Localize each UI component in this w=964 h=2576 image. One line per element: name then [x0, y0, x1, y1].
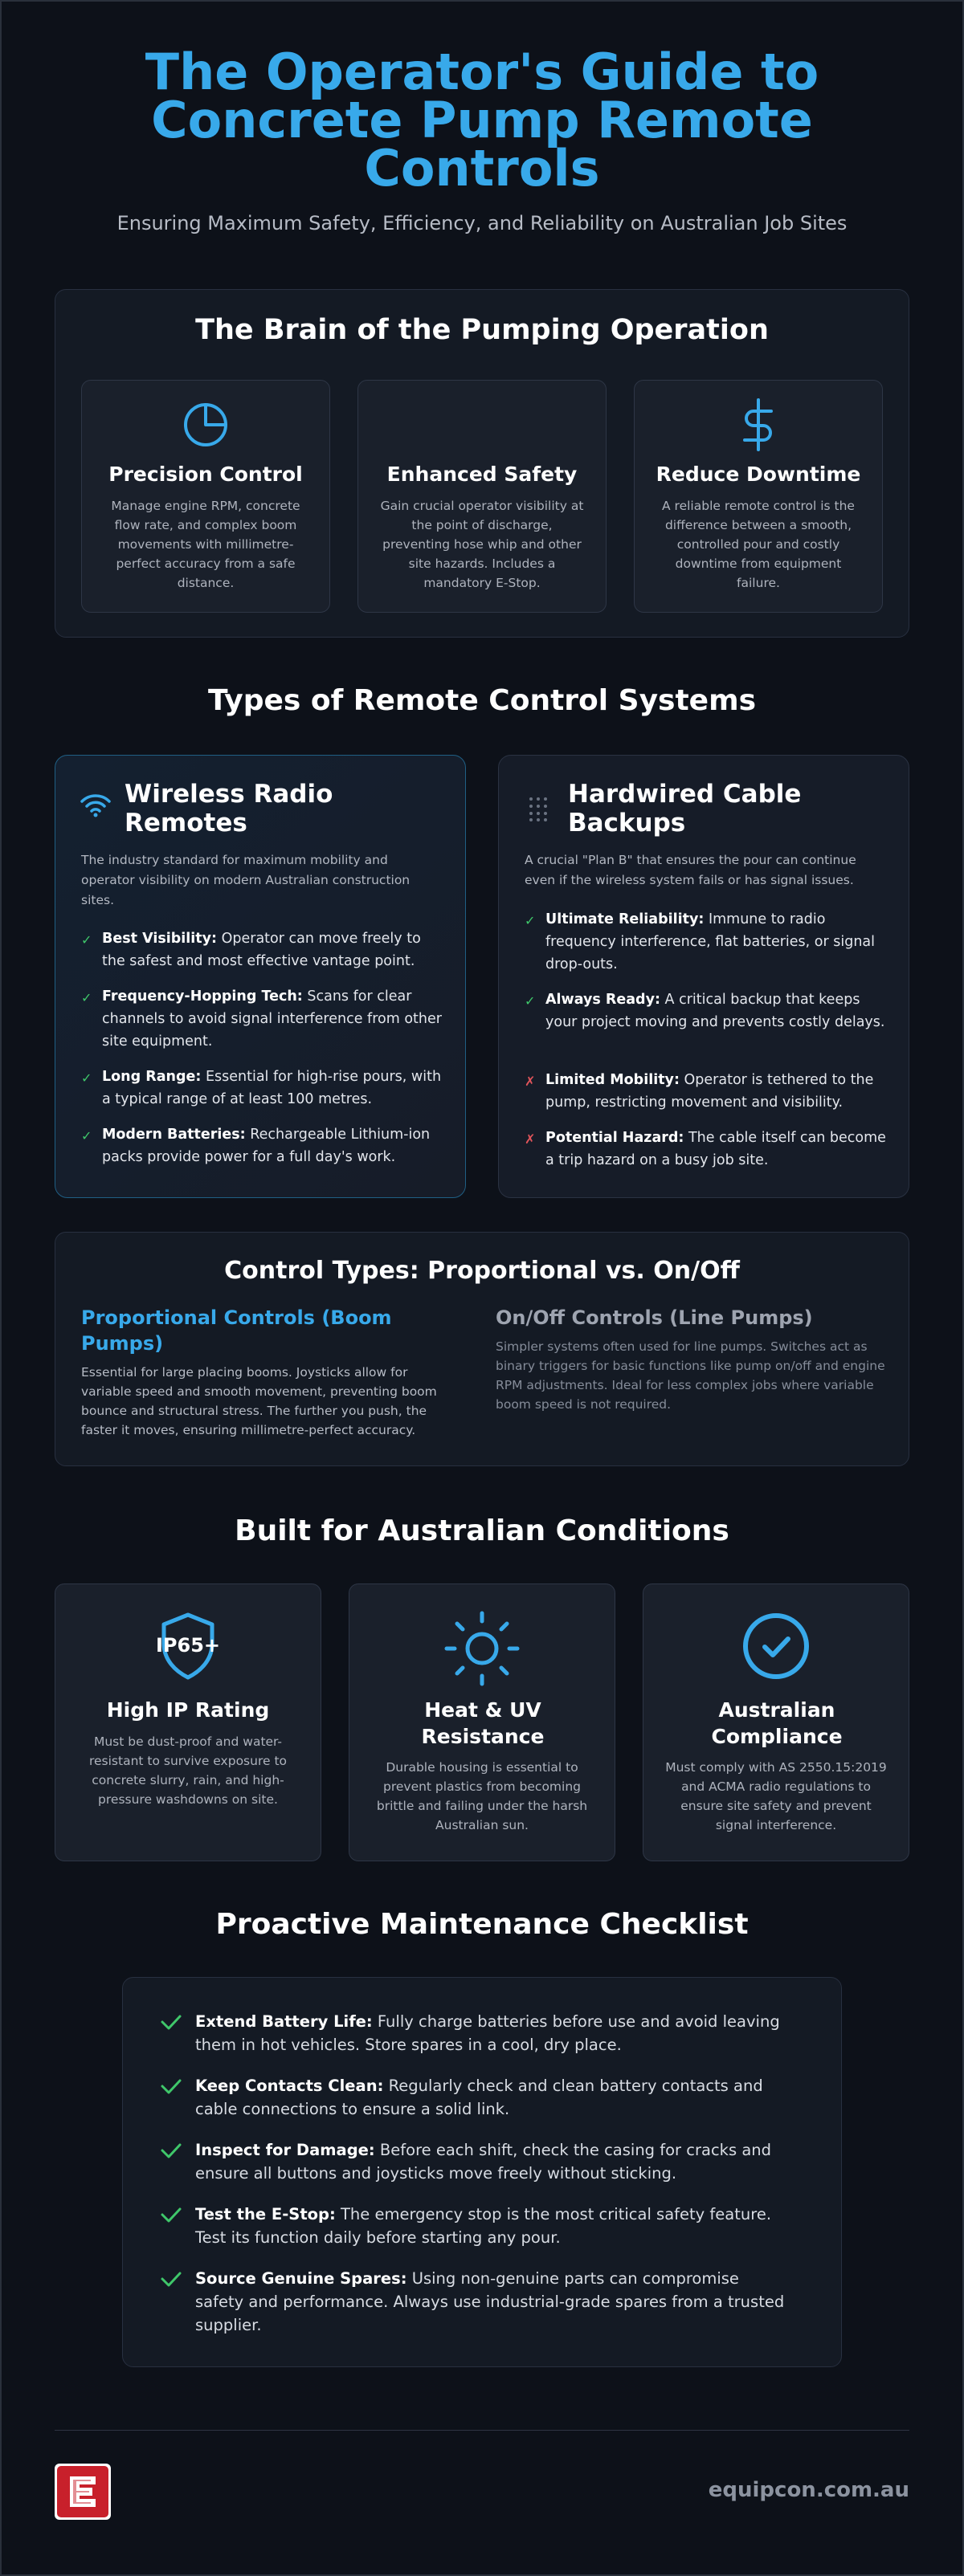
condition-card-compliance — [643, 1584, 909, 1861]
equipcon-logo-icon[interactable] — [55, 2464, 111, 2520]
ip-badge: IP65+ — [155, 1634, 221, 1657]
checkmark-icon — [160, 2013, 182, 2034]
card-text: Must be dust-proof and water-resistant to survive exposure to concrete slurry, rain, and high-pressure washdowns on site. — [88, 1734, 288, 1807]
check-icon: ✓ — [81, 990, 92, 1005]
brain-title: The Brain of the Pumping Operation — [195, 314, 769, 346]
feature-card-safety — [357, 380, 607, 613]
sun-icon — [349, 1610, 615, 1687]
feature-item: ✓ Frequency-Hopping Tech: Scans for clear channels to avoid signal interference from other site equipment. — [81, 988, 442, 1050]
card-text: Gain crucial operator visibility at the point of discharge, preventing hose whip and other site hazards. Includes a mandatory E-Stop. — [380, 499, 584, 590]
onoff-text: Simpler systems often used for line pumps. Switches act as binary triggers for basic functions like pump on/off and engine RPM adjustments. Ideal for less complex jobs where variable boom speed is not required. — [496, 1339, 885, 1412]
wireless-intro: The industry standard for maximum mobility and operator visibility on modern Australian construction sites. — [81, 853, 411, 907]
feature-item: ✓ Long Range: Essential for high-rise pours, with a typical range of at least 100 metres. — [81, 1069, 442, 1107]
brain-section — [55, 289, 909, 638]
card-title: High IP Rating — [106, 1698, 270, 1722]
pie-chart-icon — [82, 400, 329, 450]
checklist-item: Source Genuine Spares: Using non-genuine parts can compromise safety and performance. Always use industrial-grade spares from a trusted supplier. — [160, 2267, 786, 2337]
card-text: A reliable remote control is the difference between a smooth, controlled pour and costly downtime from equipment failure. — [662, 499, 855, 590]
wifi-icon — [80, 793, 112, 821]
site-link[interactable]: equipcon.com.au — [708, 2478, 909, 2502]
cross-icon: ✗ — [525, 1131, 536, 1147]
hardwired-backups-card — [498, 755, 909, 1198]
control-types-section — [55, 1232, 909, 1466]
checklist-panel — [122, 1977, 842, 2367]
card-text: Manage engine RPM, concrete flow rate, and complex boom movements with millimetre-perfect accuracy from a safe distance. — [111, 499, 300, 590]
card-title: Reduce Downtime — [656, 463, 861, 486]
cable-intro: A crucial "Plan B" that ensures the pour can continue even if the wireless system fails or has signal issues. — [525, 853, 856, 887]
card-text: Must comply with AS 2550.15:2019 and ACMA radio regulations to ensure site safety and prevent signal interference. — [665, 1760, 887, 1832]
types-title: Types of Remote Control Systems — [207, 684, 757, 717]
feature-item: ✓ Always Ready: A critical backup that keeps your project moving and prevents costly delays. — [525, 992, 885, 1030]
onoff-title: On/Off Controls (Line Pumps) — [496, 1306, 813, 1329]
card-text: Durable housing is essential to prevent plastics from becoming brittle and failing under the harsh Australian sun. — [376, 1760, 588, 1832]
check-icon: ✓ — [525, 993, 536, 1009]
checklist-item: Extend Battery Life: Fully charge batteries before use and avoid leaving them in hot vehicles. Store spares in a cool, dry place. — [160, 2010, 786, 2056]
feature-item: ✓ Modern Batteries: Rechargeable Lithium-ion packs provide power for a full day's work. — [81, 1127, 431, 1165]
checkmark-icon — [160, 2077, 182, 2098]
feature-item: ✗ Potential Hazard: The cable itself can become a trip hazard on a busy job site. — [525, 1130, 886, 1168]
checklist-item: Inspect for Damage: Before each shift, check the casing for cracks and ensure all buttons and joysticks move freely without sticking. — [160, 2138, 786, 2185]
proportional-text: Essential for large placing booms. Joysticks allow for variable speed and smooth movement, preventing boom bounce and structural stress. The further you push, the faster it moves, ensuring millimetre-perfect accuracy. — [81, 1365, 437, 1437]
checkmark-icon — [160, 2142, 182, 2162]
checklist-item: Test the E-Stop: The emergency stop is the most critical safety feature. Test its function daily before starting any pour. — [160, 2203, 786, 2249]
card-title: Heat & UV Resistance — [421, 1698, 545, 1748]
feature-card-downtime — [634, 380, 883, 613]
cable-grid-icon — [528, 796, 549, 825]
conditions-title: Built for Australian Conditions — [235, 1514, 729, 1547]
wireless-remotes-card — [55, 755, 466, 1198]
check-icon: ✓ — [81, 1070, 92, 1086]
feature-item: ✓ Best Visibility: Operator can move freely to the safest and most effective vantage point. — [81, 931, 421, 969]
footer-divider — [55, 2430, 909, 2431]
page-subtitle: Ensuring Maximum Safety, Efficiency, and Reliability on Australian Job Sites — [116, 212, 848, 234]
feature-card-precision — [81, 380, 330, 613]
check-icon: ✓ — [525, 913, 536, 928]
check-icon: ✓ — [81, 932, 92, 948]
checklist-title: Proactive Maintenance Checklist — [215, 1908, 749, 1941]
proportional-title: Proportional Controls (Boom Pumps) — [81, 1306, 392, 1355]
control-types-title: Control Types: Proportional vs. On/Off — [224, 1257, 740, 1285]
checkmark-icon — [160, 2206, 182, 2227]
cable-title: Hardwired Cable Backups — [568, 780, 802, 838]
wireless-title: Wireless Radio Remotes — [125, 780, 333, 838]
page-title: The Operator's Guide to Concrete Pump Remote Controls — [145, 43, 819, 198]
check-icon: ✓ — [81, 1128, 92, 1143]
card-title: Australian Compliance — [711, 1698, 843, 1748]
card-title: Precision Control — [108, 463, 303, 486]
cross-icon: ✗ — [525, 1074, 536, 1089]
condition-card-heat — [349, 1584, 615, 1861]
condition-card-ip — [55, 1584, 321, 1861]
check-circle-icon — [643, 1612, 909, 1681]
checkmark-icon — [160, 2270, 182, 2291]
dollar-icon — [635, 398, 882, 451]
checklist-item: Keep Contacts Clean: Regularly check and clean battery contacts and cable connections to ensure a solid link. — [160, 2074, 786, 2121]
card-title: Enhanced Safety — [386, 463, 578, 486]
feature-item: ✗ Limited Mobility: Operator is tethered to the pump, restricting movement and visibility. — [525, 1072, 874, 1111]
feature-item: ✓ Ultimate Reliability: Immune to radio frequency interference, flat batteries, or signal drop-outs. — [525, 911, 876, 972]
